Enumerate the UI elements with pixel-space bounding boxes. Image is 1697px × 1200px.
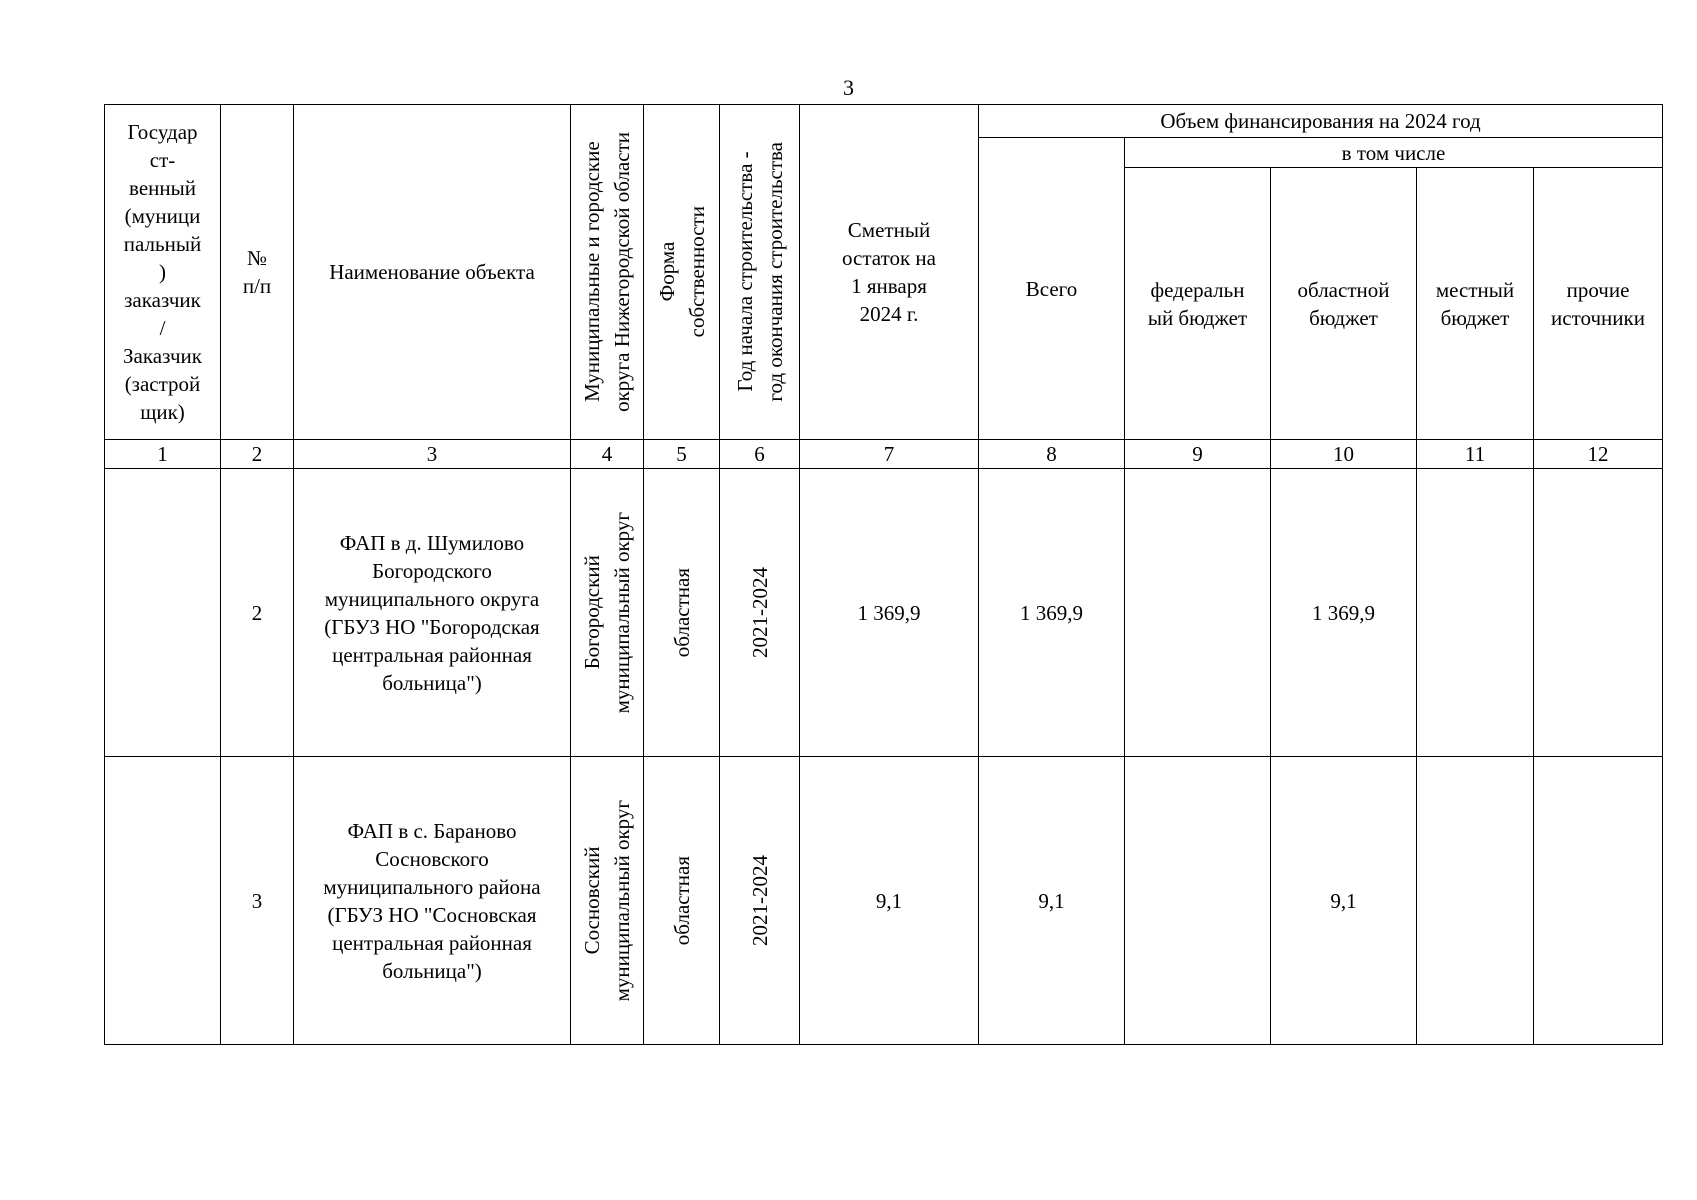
table-row (105, 469, 1663, 757)
header-federal: федеральн ый бюджет (1125, 168, 1271, 440)
header-total: Всего (979, 138, 1125, 440)
row-years (720, 469, 800, 757)
row-municipality-text: Богородский муниципальный округ (580, 511, 634, 714)
header-municipality (571, 105, 644, 440)
row-years-text: 2021-2024 (747, 855, 772, 946)
row-years-text: 2021-2024 (747, 567, 772, 658)
column-number: 10 (1271, 440, 1417, 469)
header-other: прочие источники (1534, 168, 1663, 440)
row-regional: 1 369,9 (1271, 469, 1417, 757)
header-local: местный бюджет (1417, 168, 1534, 440)
row-estimate: 9,1 (800, 757, 979, 1045)
header-years (720, 105, 800, 440)
column-number: 8 (979, 440, 1125, 469)
row-customer (105, 757, 221, 1045)
header-municipality-text: Муниципальные и городские округа Нижегородской области (580, 132, 634, 412)
row-name-text: ФАП в д. Шумилово Богородского муниципального округа (ГБУЗ НО "Богородская центральная районная больница") (324, 530, 540, 695)
column-number: 6 (720, 440, 800, 469)
header-object-name: Наименование объекта (294, 105, 571, 440)
column-number: 11 (1417, 440, 1534, 469)
header-ownership-text: Форма собственности (654, 206, 709, 338)
row-municipality (571, 469, 644, 757)
header-including: в том числе (1125, 138, 1663, 168)
row-local (1417, 469, 1534, 757)
row-regional: 9,1 (1271, 757, 1417, 1045)
row-other (1534, 469, 1663, 757)
column-number: 1 (105, 440, 221, 469)
header-customer: Государ ст- венный (муници пальный ) заказчик / Заказчик (застрой щик) (105, 105, 221, 440)
page-number: 3 (843, 75, 854, 100)
row-municipality (571, 757, 644, 1045)
row-ownership (644, 757, 720, 1045)
header-funding-group: Объем финансирования на 2024 год (979, 105, 1663, 138)
row-ownership-text: областная (669, 567, 694, 658)
column-number: 2 (221, 440, 294, 469)
row-num: 3 (221, 757, 294, 1045)
row-total: 9,1 (979, 757, 1125, 1045)
row-years (720, 757, 800, 1045)
column-number: 7 (800, 440, 979, 469)
column-number: 3 (294, 440, 571, 469)
row-total: 1 369,9 (979, 469, 1125, 757)
row-estimate: 1 369,9 (800, 469, 979, 757)
row-customer (105, 469, 221, 757)
row-num: 2 (221, 469, 294, 757)
column-number-row (105, 440, 1663, 469)
column-number: 5 (644, 440, 720, 469)
header-num: № п/п (221, 105, 294, 440)
row-federal (1125, 757, 1271, 1045)
row-ownership (644, 469, 720, 757)
column-number: 12 (1534, 440, 1663, 469)
row-municipality-text: Сосновский муниципальный округ (580, 799, 634, 1002)
header-years-text: Год начала строительства - год окончания строительства (732, 142, 787, 402)
row-name-text: ФАП в с. Бараново Сосновского муниципального района (ГБУЗ НО "Сосновская центральная районная больница") (323, 818, 541, 983)
header-ownership (644, 105, 720, 440)
row-ownership-text: областная (669, 855, 694, 946)
table-row (105, 757, 1663, 1045)
column-number: 4 (571, 440, 644, 469)
row-local (1417, 757, 1534, 1045)
row-name (294, 469, 571, 757)
row-name (294, 757, 571, 1045)
column-number: 9 (1125, 440, 1271, 469)
header-regional: областной бюджет (1271, 168, 1417, 440)
row-federal (1125, 469, 1271, 757)
row-other (1534, 757, 1663, 1045)
financing-table (104, 104, 1663, 1045)
header-estimate: Сметный остаток на 1 января 2024 г. (800, 105, 979, 440)
